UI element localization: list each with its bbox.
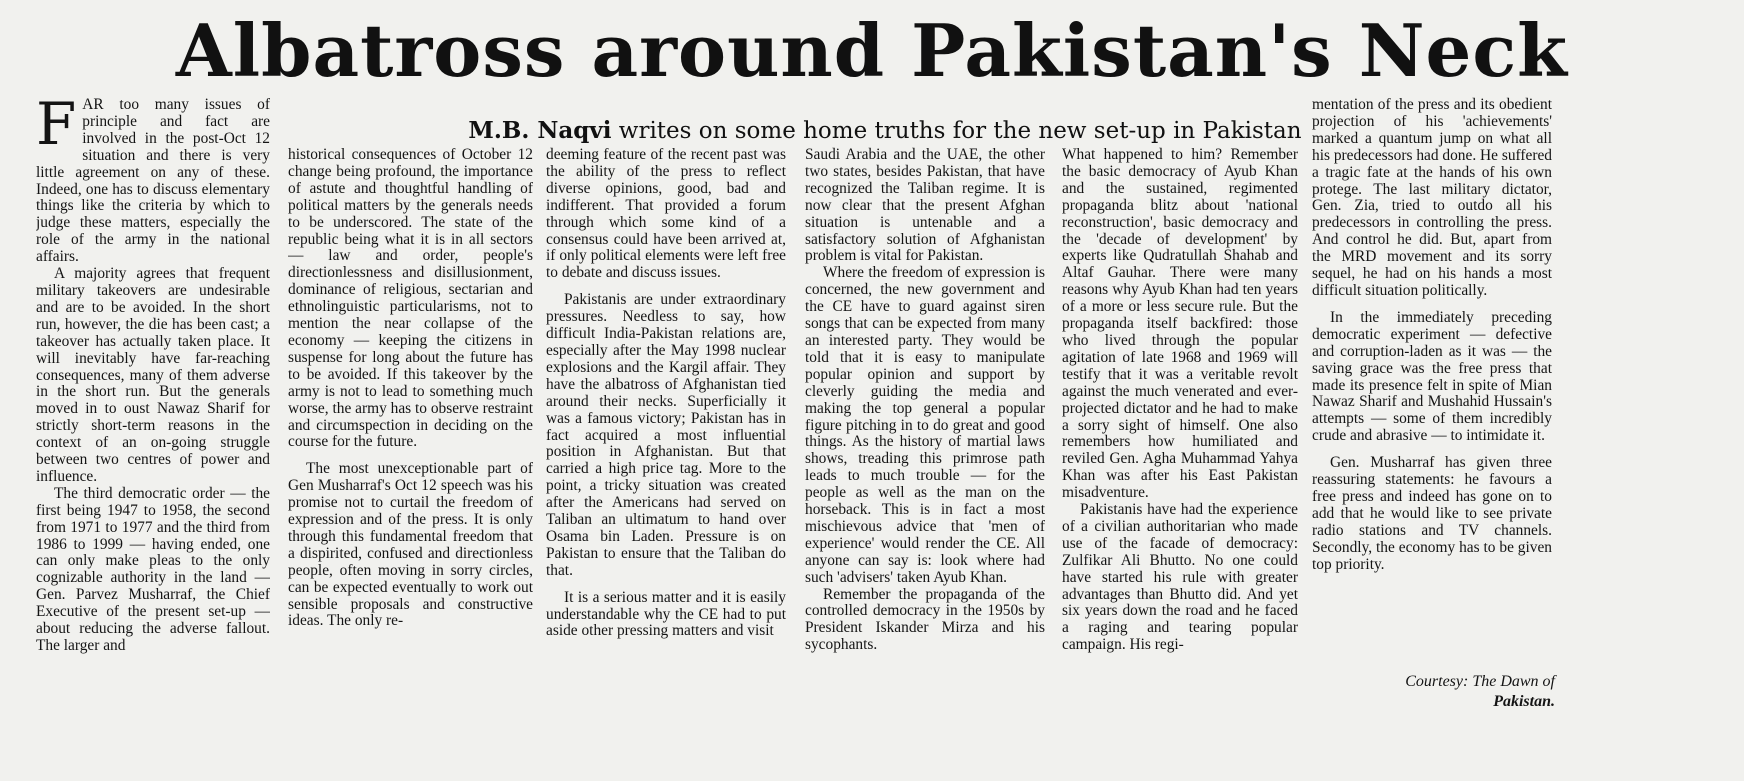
article-column-2 [288, 147, 533, 697]
author-name: M.B. Naqvi [468, 117, 612, 144]
paragraph: deeming feature of the recent past was the ability of the press to reflect diverse opinions, good, bad and indifferent. That provided a forum through which some kind of a consensus could have been arrived at, if only political elements were left free to debate and discuss issues. [546, 147, 786, 282]
paragraph: A majority agrees that frequent military takeovers are undesirable and are to be avoided. In the short run, however, the die has been cast; a takeover has actually taken place. It will inevitably have far-reaching consequences, many of them adverse in the short run. But the generals moved in to oust Nawaz Sharif for strictly short-term reasons in the context of an on-going struggle between two centres of power and influence. [36, 265, 270, 485]
paragraph: Where the freedom of expression is concerned, the new government and the CE have to guard against siren songs that can be expected from many an interested party. They would be told that it is easy to manipulate popular opinion and support by cleverly guiding the media and making the top general a popular figure pitching in to do great and good things. As the history of martial laws shows, treading this primrose path leads to much trouble — for the people as well as the man on the horseback. This is in fact a most mischievous advice that 'men of experience' would render the CE. All anyone can say is: look where had such 'advisers' taken Ayub Khan. [805, 264, 1045, 586]
paragraph: It is a serious matter and it is easily understandable why the CE had to put aside other pressing matters and visit [546, 588, 786, 640]
courtesy-credit [1250, 672, 1555, 712]
article-column-5 [1062, 147, 1298, 697]
article-column-3 [546, 147, 786, 697]
deck-text: writes on some home truths for the new set-up in Pakistan [611, 118, 1302, 144]
paragraph: FAR too many issues of principle and fact are involved in the post-Oct 12 situation and there is very little agreement on any of these. Indeed, one has to discuss elementary things like the criteria by which to judge these matters, especially the role of the army in the national affairs. [36, 97, 270, 266]
courtesy-label: Courtesy: [1405, 673, 1469, 690]
paragraph: Pakistanis are under extraordinary pressures. Needless to say, how difficult India-Pakistan relations are, especially after the May 1998 nuclear explosions and the Kargil affair. They have the albatross of Afghanistan tied around their necks. Superficially it was a famous victory; Pakistan has in fact acquired a most influential position in Afghanistan. But that carried a high price tag. More to the point, a tricky situation was created after the Americans had served on Taliban an ultimatum to hand over Osama bin Laden. Pressure is on Pakistan to ensure that the Taliban do that. [546, 291, 786, 579]
paragraph: Gen. Musharraf has given three reassuring statements: he favours a free press and indeed has gone on to add that he would like to see private radio stations and TV channels. Secondly, the economy has to be given top priority. [1312, 454, 1552, 573]
courtesy-source: The Dawn of [1468, 673, 1555, 690]
paragraph: The most unexceptionable part of Gen Musharraf's Oct 12 speech was his promise not to curtail the freedom of expression and of the press. It is only through this fundamental freedom that a dispirited, confused and directionless people, often moving in sorry circles, can be expected eventually to work out sensible proposals and constructive ideas. The only re- [288, 460, 533, 630]
courtesy-source-line2: Pakistan. [1493, 693, 1555, 710]
paragraph: The third democratic order — the first being 1947 to 1958, the second from 1971 to 1977 and the third from 1986 to 1999 — having ended, one can only make pleas to the only cognizable authority in the land — Gen. Parvez Musharraf, the Chief Executive of the present set-up — about reducing the adverse fallout. The larger and [36, 484, 270, 654]
paragraph: Saudi Arabia and the UAE, the other two states, besides Pakistan, that have recognized the Taliban regime. It is now clear that the present Afghan situation is untenable and a satisfactory solution of Afghanistan problem is vital for Pakistan. [805, 147, 1045, 265]
deck-byline [410, 116, 1360, 146]
paragraph: historical consequences of October 12 change being profound, the importance of astute and thoughtful handling of political matters by the generals needs to be underscored. The state of the republic being what it is in all sectors — law and order, people's directionlessness and disillusionment, dominance of religious, sectarian and ethnolinguistic particularisms, not to mention the near collapse of the economy — keeping the citizens in suspense for long about the future has to be avoided. If this takeover by the army is not to lead to something much worse, the army has to observe restraint and circumspection in deciding on the course for the future. [288, 147, 533, 451]
paragraph: In the immediately preceding democratic experiment — defective and corruption-laden as it was — the saving grace was the free press that made its presence felt in spite of Mian Nawaz Sharif and Mushahid Hussain's attempts — some of them incredibly crude and abrasive — to intimidate it. [1312, 308, 1552, 445]
paragraph: mentation of the press and its obedient projection of his 'achievements' marked a quantum jump on what all his predecessors had done. He suffered a tragic fate at the hands of his own protege. The last military dictator, Gen. Zia, tried to outdo all his predecessors in controlling the press. And control he did. But, apart from the MRD movement and its sorry sequel, he had on his hands a most difficult situation politically. [1312, 97, 1552, 299]
paragraph: What happened to him? Remember the basic democracy of Ayub Khan and the sustained, regimented propaganda blitz about 'national reconstruction', basic democracy and the 'decade of development' by experts like Qudratullah Shahab and Altaf Gauhar. There were many reasons why Ayub Khan had ten years of a more or less secure rule. But the propaganda itself backfired: those who lived through the popular agitation of late 1968 and 1969 will testify that it was a veritable revolt against the much venerated and ever-projected dictator and he had to make a sorry sight of himself. One also remembers how humiliated and reviled Gen. Agha Muhammad Yahya Khan was after his East Pakistan misadventure. [1062, 147, 1298, 502]
paragraph: Pakistanis have had the experience of a civilian authoritarian who made use of the facade of democracy: Zulfikar Ali Bhutto. No one could have started his rule with greater advantages than Bhutto did. And yet six years down the road and he faced a raging and tearing popular campaign. His regi- [1062, 501, 1298, 654]
drop-cap: F [36, 97, 77, 158]
headline: Albatross around Pakistan's Neck [175, 8, 1569, 93]
article-column-1 [36, 97, 270, 697]
article-column-6 [1312, 97, 1552, 695]
paragraph: Remember the propaganda of the controlled democracy in the 1950s by President Iskander Mirza and his sycophants. [805, 585, 1045, 654]
article-column-4 [805, 147, 1045, 697]
